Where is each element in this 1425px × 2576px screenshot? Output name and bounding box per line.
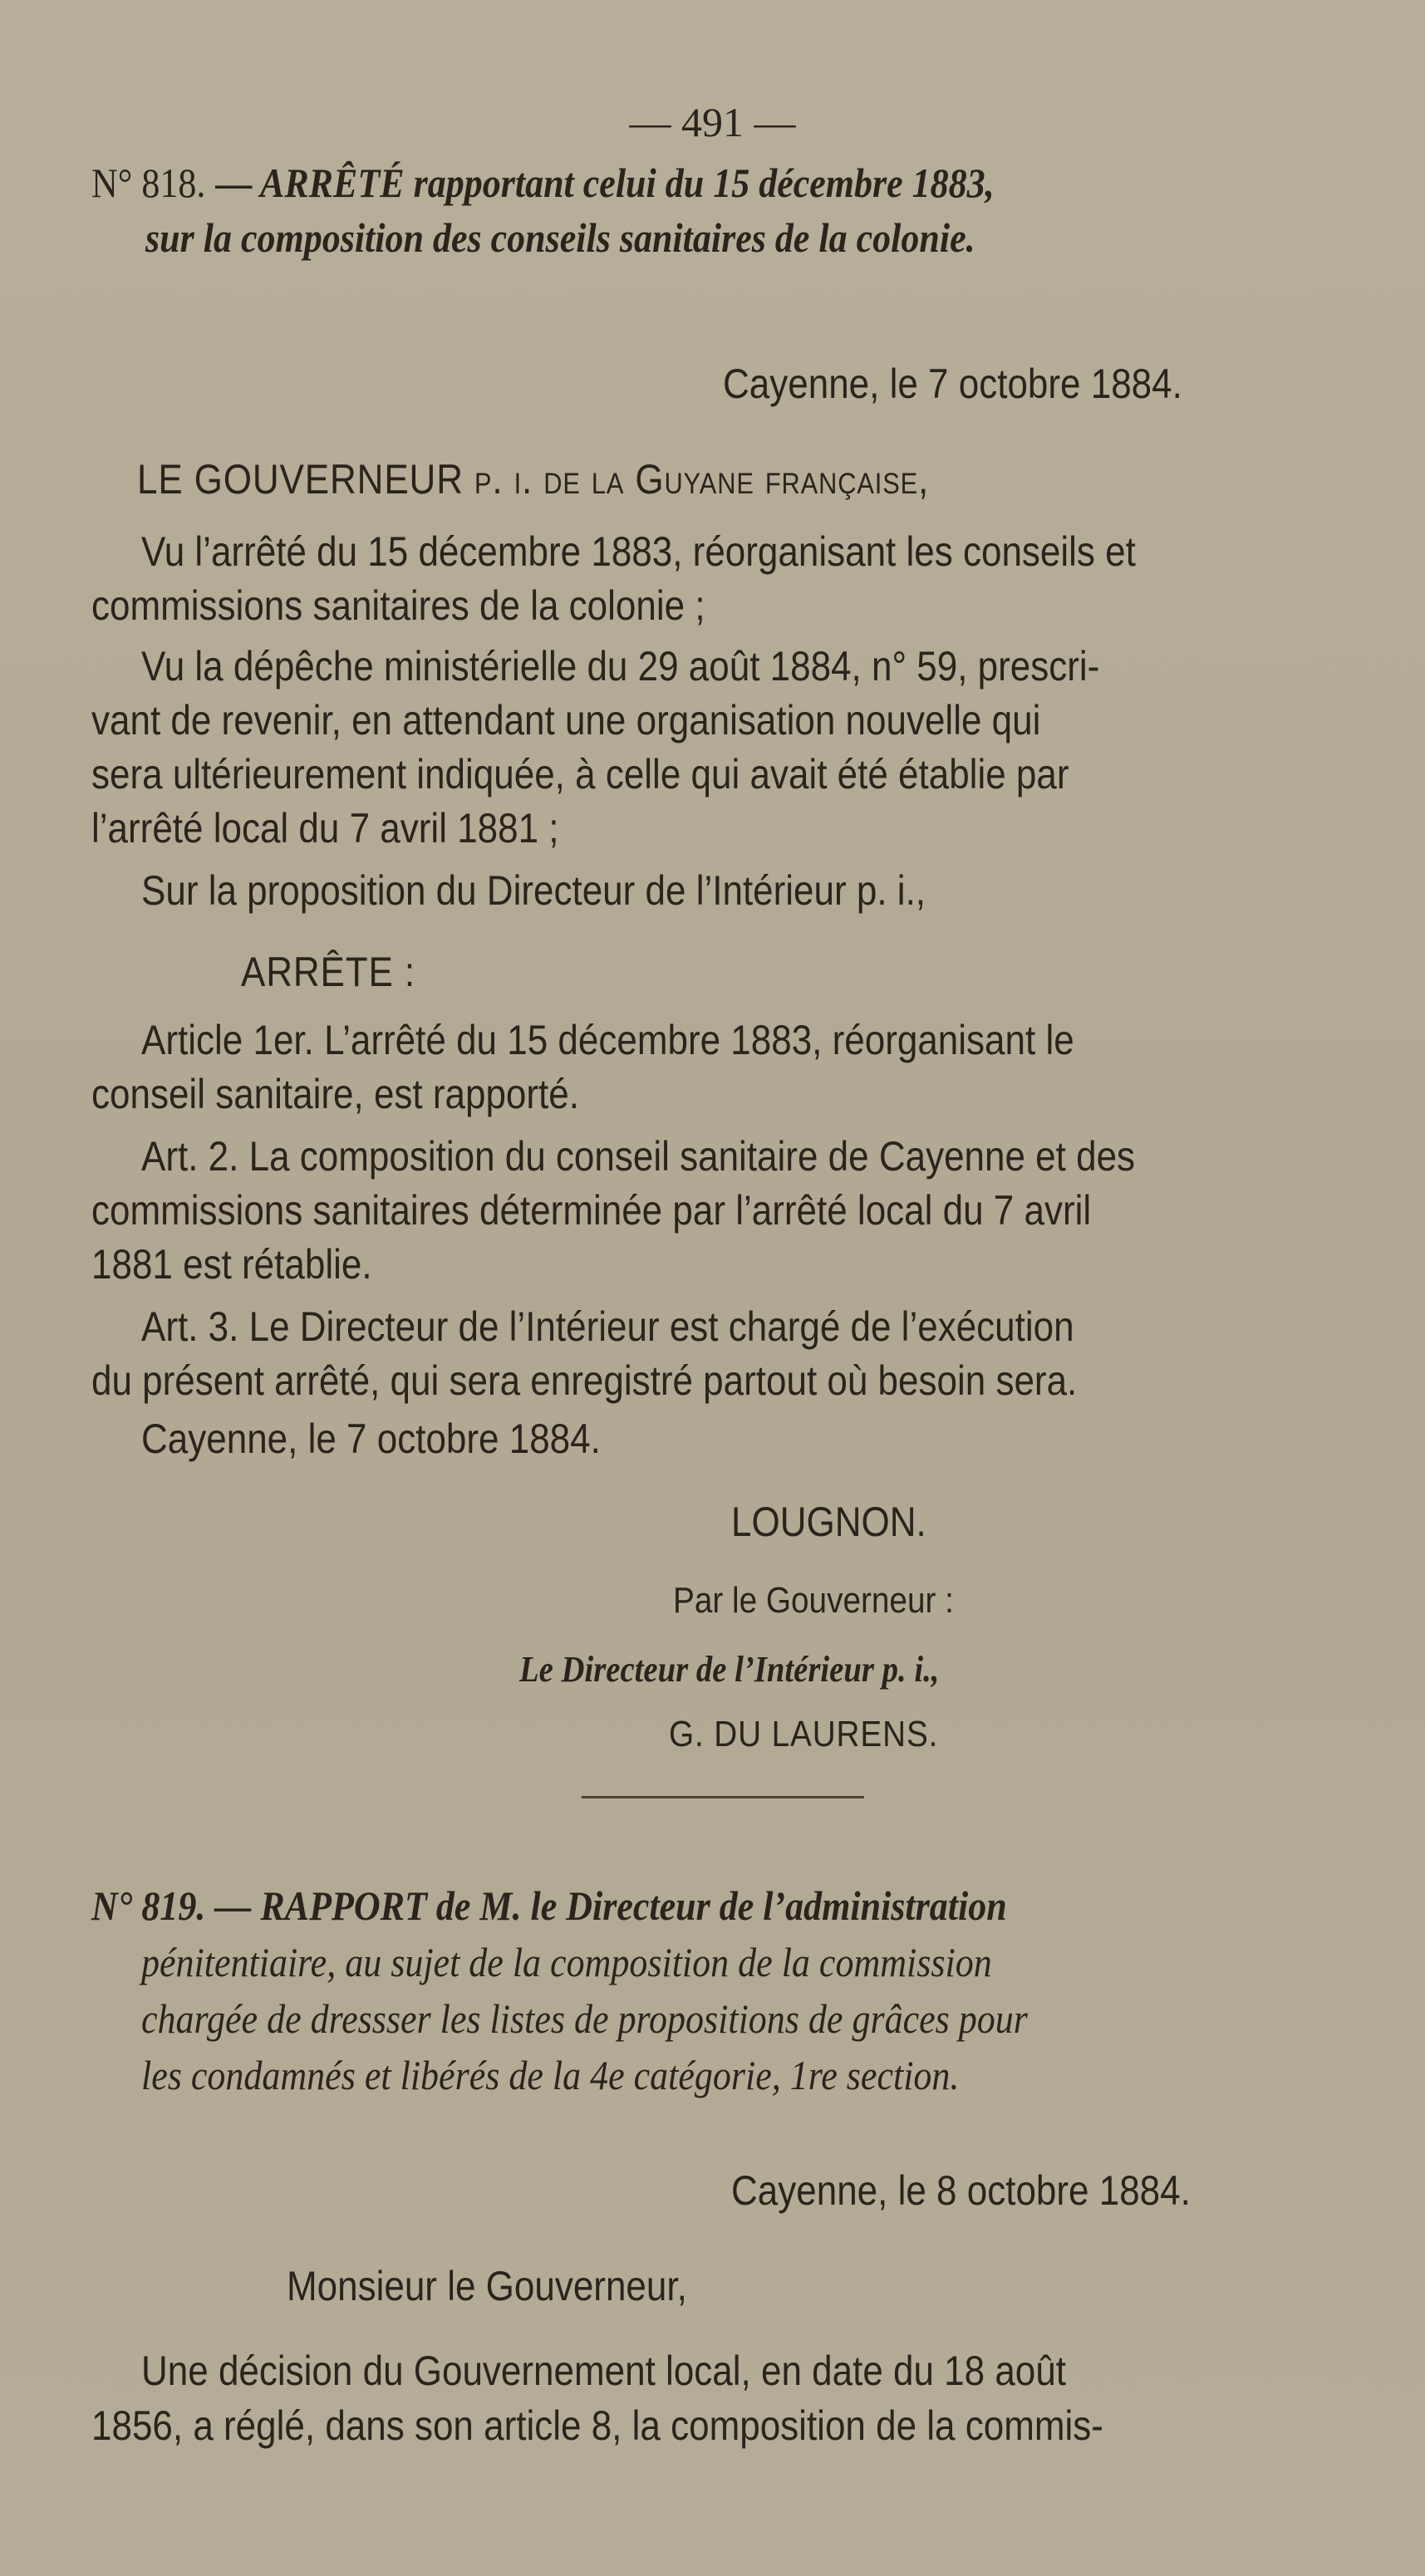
doc818-signature: LOUGNON. [731,1499,926,1545]
doc818-body-line: Vu la dépêche ministérielle du 29 août 1884, n° 59, prescri- [141,643,1100,689]
doc818-number: N° 818. [91,159,206,206]
doc818-arrete-label: ARRÊTE : [241,949,415,995]
section-divider [582,1796,864,1798]
page-number: — 491 — [629,99,796,145]
doc819-title-line: N° 819. — RAPPORT de M. le Directeur de l’administration [91,1882,1007,1929]
doc819-body-line: 1856, a réglé, dans son article 8, la composition de la commis- [91,2402,1103,2449]
doc818-body-line: sera ultérieurement indiquée, à celle qui avait été établie par [91,751,1069,797]
doc819-title-line: les condamnés et libérés de la 4e catégorie, 1re section. [141,2052,960,2098]
doc818-body-line: commissions sanitaires de la colonie ; [91,582,705,629]
doc819-salutation: Monsieur le Gouverneur, [287,2263,687,2309]
doc818-article-line: commissions sanitaires déterminée par l’arrêté local du 7 avril [91,1187,1092,1234]
doc819-title-line: chargée de dressser les listes de propositions de grâces pour [141,1995,1028,2042]
doc818-body-line: Vu l’arrêté du 15 décembre 1883, réorganisant les conseils et [141,528,1136,575]
doc818-article-line: Art. 2. La composition du conseil sanitaire de Cayenne et des [141,1133,1136,1180]
doc818-par-le: Par le Gouverneur : [673,1580,954,1621]
doc818-directeur: Le Directeur de l’Intérieur p. i., [519,1649,940,1690]
doc818-article-line: du présent arrêté, qui sera enregistré partout où besoin sera. [91,1357,1078,1404]
doc818-body-line: vant de revenir, en attendant une organisation nouvelle qui [91,697,1041,743]
doc818-title-line2: sur la composition des conseils sanitaires de la colonie. [145,214,975,261]
doc818-article-line: 1881 est rétablie. [91,1241,372,1288]
doc818-place-date: Cayenne, le 7 octobre 1884. [723,361,1182,407]
doc818-article-line: Cayenne, le 7 octobre 1884. [141,1416,601,1462]
doc818-article-line: Art. 3. Le Directeur de l’Intérieur est chargé de l’exécution [141,1303,1074,1350]
doc819-place-date: Cayenne, le 8 octobre 1884. [731,2167,1191,2214]
doc818-title-line1: — ARRÊTÉ rapportant celui du 15 décembre 1883, [215,159,995,206]
doc818-governor-line: LE GOUVERNEUR p. i. de la Guyane française, [137,456,930,503]
doc818-heading [91,156,1203,209]
doc818-article-line: conseil sanitaire, est rapporté. [91,1071,579,1117]
doc818-body-line: l’arrêté local du 7 avril 1881 ; [91,805,559,851]
doc818-article-line: Article 1er. L’arrêté du 15 décembre 1883, réorganisant le [141,1017,1074,1063]
doc819-body-line: Une décision du Gouvernement local, en date du 18 août [141,2348,1066,2394]
doc818-body-line: Sur la proposition du Directeur de l’Intérieur p. i., [141,867,926,914]
doc818-cosigner: G. DU LAURENS. [669,1714,939,1754]
doc819-title-line: pénitentiaire, au sujet de la composition de la commission [141,1939,992,1985]
